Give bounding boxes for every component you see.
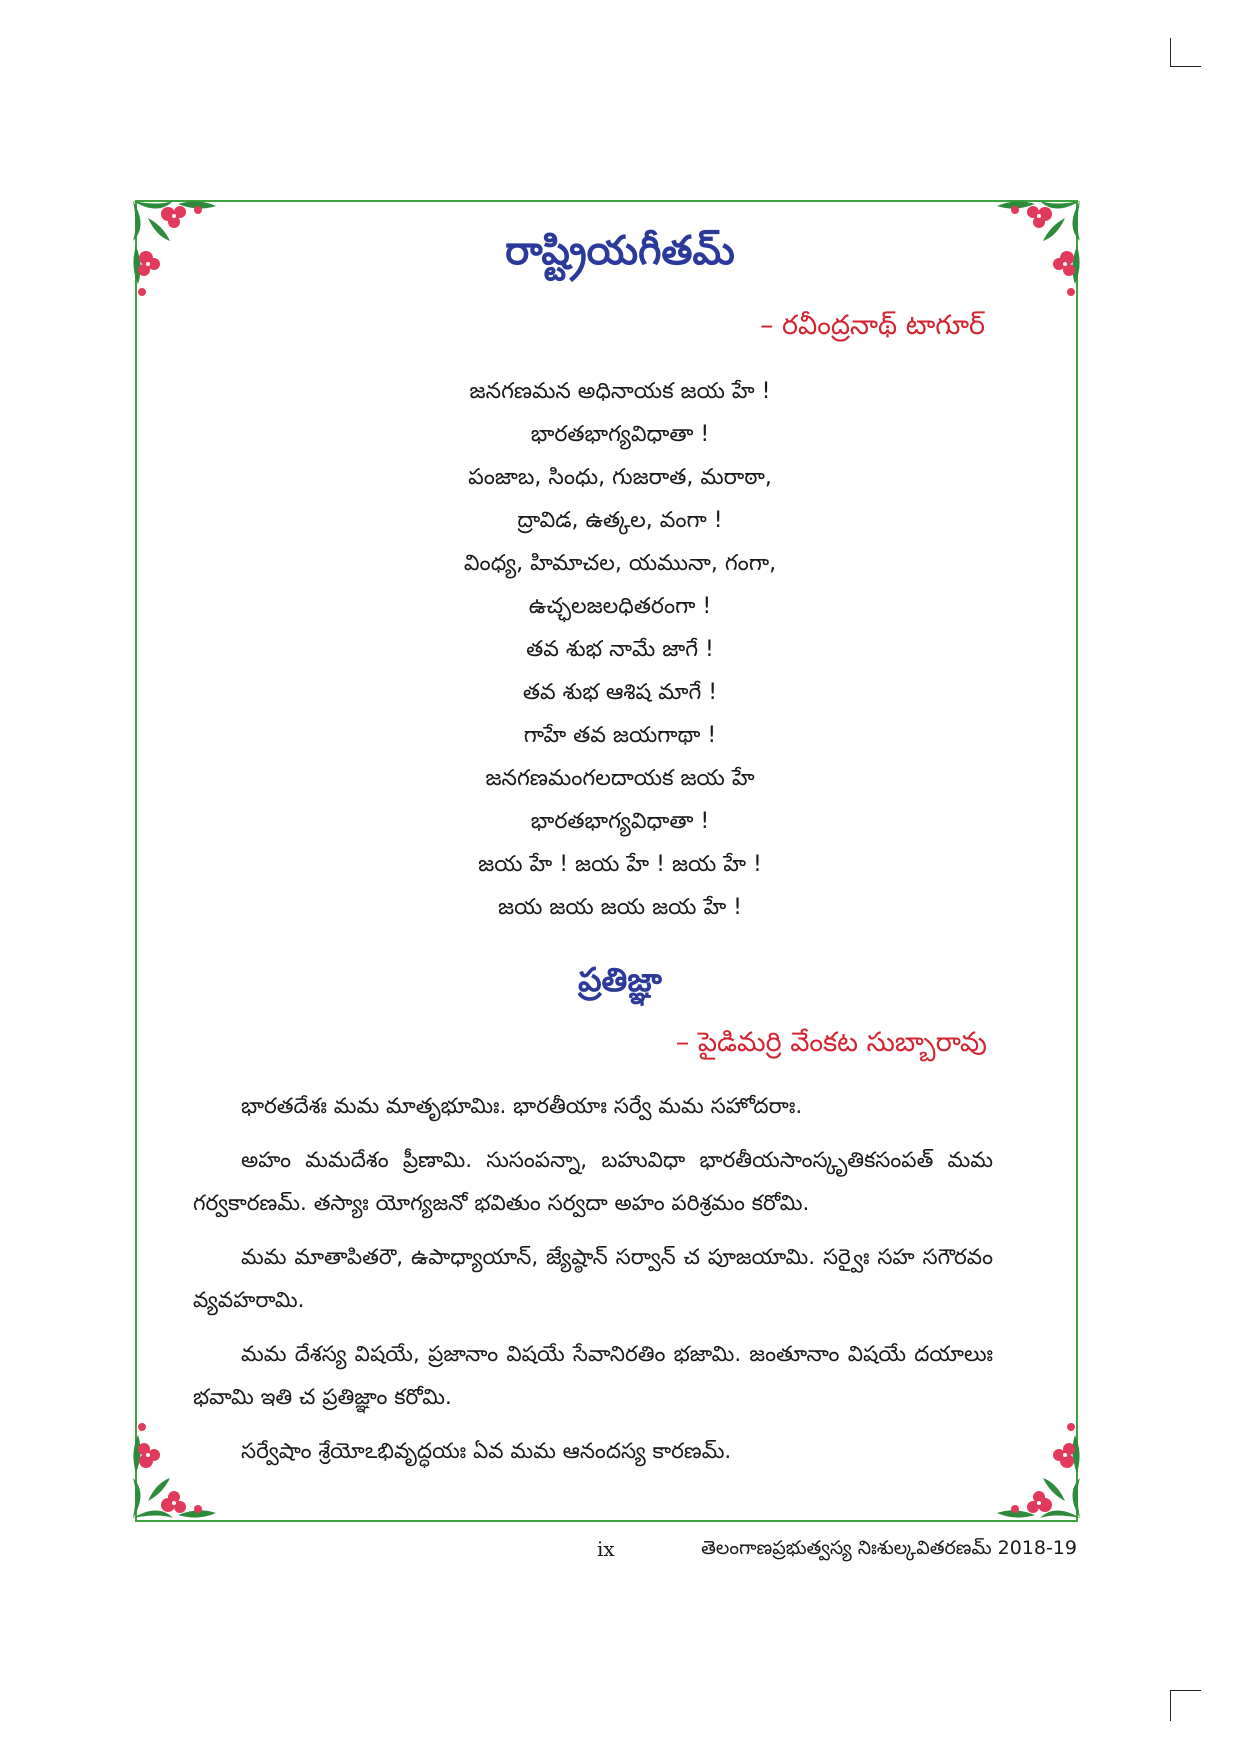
anthem-verses — [0, 370, 1240, 929]
pledge-title: ప్రతిజ్ఞా — [578, 960, 662, 999]
anthem-title: రాష్ట్రియగీతమ్ — [505, 228, 735, 274]
footer-note: తెలంగాణప్రభుత్వస్య నిఃశుల్కవితరణమ్ 2018-19 — [701, 1537, 1077, 1559]
verse-line: జయ జయ జయ జయ హే ! — [497, 895, 742, 920]
verse-line: గాహే తవ జయగాథా ! — [523, 723, 717, 748]
verse-line: జయ హే ! జయ హే ! జయ హే ! — [478, 852, 762, 877]
verse-line: జనగణమంగలదాయక జయ హే — [485, 766, 755, 791]
verse-line: తవ శుభ నామే జాగే ! — [526, 637, 714, 662]
pledge-paragraph: మమ దేశస్య విషయే, ప్రజానాం విషయే సేవానిరతిం భజామి. జంతూనాం విషయే దయాలుః భవామి ఇతి చ ప్రతిజ్ఞాం కరోమి. — [193, 1342, 993, 1410]
pledge-paragraph: భారతదేశః మమ మాతృభూమిః. భారతీయాః సర్వే మమ సహోదరాః. — [241, 1094, 803, 1119]
crop-mark-top-right — [1170, 38, 1201, 67]
verse-line: వింధ్య, హిమాచల, యమునా, గంగా, — [463, 551, 777, 576]
verse-line: భారతభాగ్యవిధాతా ! — [530, 809, 710, 834]
pledge-author: – పైడిమర్రి వేంకట సుబ్బారావు — [675, 1027, 987, 1058]
verse-line: జనగణమన అధినాయక జయ హే ! — [469, 379, 771, 404]
crop-mark-bottom-right — [1170, 1690, 1201, 1721]
pledge-paragraph: మమ మాతాపితరౌ, ఉపాధ్యాయాన్, జ్యేష్ఠాన్ సర్వాన్ చ పూజయామి. సర్వైః సహ సగౌరవం వ్యవహరామి. — [193, 1245, 993, 1313]
pledge-paragraph: అహం మమదేశం ప్రీణామి. సుసంపన్నా, బహువిధా భారతీయసాంస్కృతికసంపత్ మమ గర్వకారణమ్. తస్యాః యోగ్యజనో భవితుం సర్వదా అహం పరిశ్రమం కరోమి. — [193, 1148, 993, 1216]
verse-line: భారతభాగ్యవిధాతా ! — [530, 422, 710, 447]
pledge-paragraph: సర్వేషాం శ్రేయోఽభివృద్ధయః ఏవ మమ ఆనందస్య కారణమ్. — [241, 1439, 732, 1464]
verse-line: తవ శుభ ఆశిష మాగే ! — [522, 680, 718, 705]
verse-line: ద్రావిడ, ఉత్కల, వంగా ! — [517, 508, 723, 533]
verse-line: పంజాబ, సింధు, గుజరాత, మరాఠా, — [468, 465, 772, 490]
anthem-author: – రవీంద్రనాథ్ టాగూర్ — [759, 310, 985, 341]
verse-line: ఉచ్ఛలజలధితరంగా ! — [528, 594, 712, 619]
pledge-body — [193, 1085, 993, 1484]
page-number: ix — [597, 1537, 615, 1561]
